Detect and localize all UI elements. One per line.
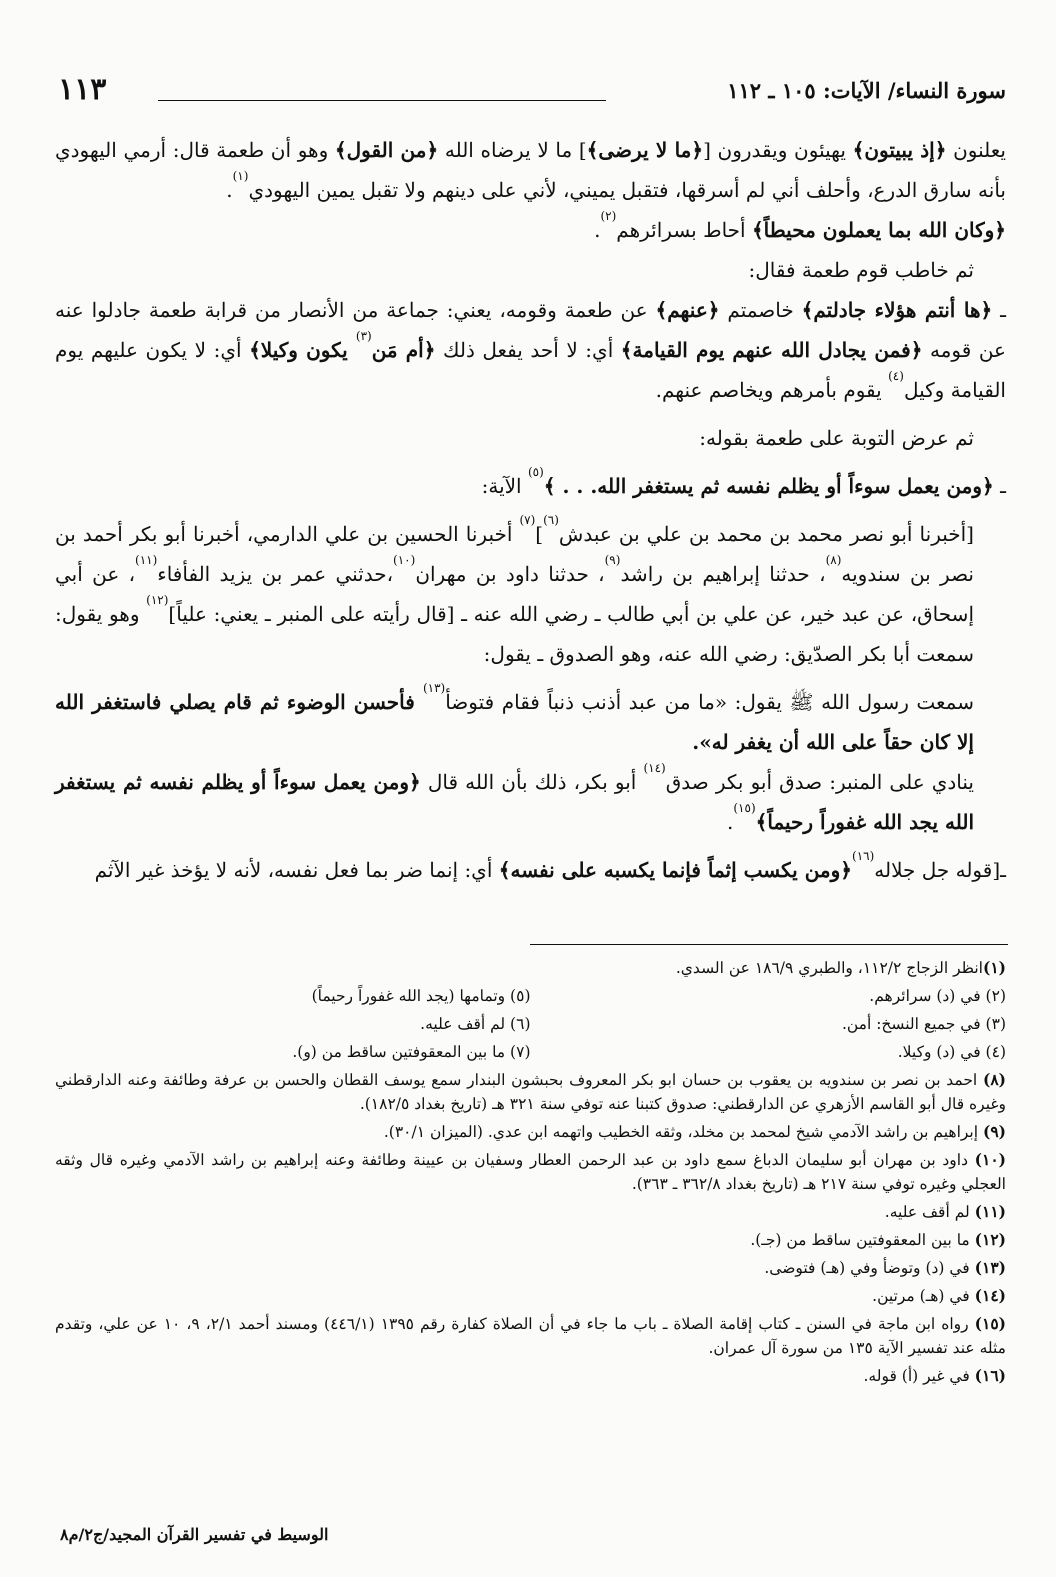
quran-quote: يكون وكيلا﴾ (249, 338, 356, 362)
quran-quote: ﴿من القول﴾ (334, 138, 439, 162)
footnote-14 (55, 1284, 1006, 1308)
text: ، حدثنا إبراهيم بن راشد (620, 562, 826, 586)
paragraph-2 (55, 210, 1006, 250)
footnote-ref: (٧) (519, 513, 536, 527)
footnote-5 (55, 984, 531, 1008)
footnote-number: (٤) (985, 1043, 1006, 1061)
footnote-ref: (٦) (543, 513, 559, 527)
text: ] (535, 522, 544, 546)
text: يقوم بأمرهم ويخاصم عنهم. (655, 378, 889, 402)
footnote-text: في (د) وتوضأ وفي (هـ) فتوضى. (764, 1259, 975, 1277)
footnote-ref: (١٦) (852, 849, 875, 863)
footnote-text: لم أقف عليه. (884, 1203, 975, 1221)
text: أي: لا يكون عليهم يوم القيامة وكيل (55, 338, 1006, 402)
header-rule (158, 100, 606, 101)
quran-quote: ﴿وكان الله بما يعملون محيطاً﴾ (751, 218, 1006, 242)
quran-quote: ﴿أم مَن (371, 338, 436, 362)
footnote-15 (55, 1312, 1006, 1360)
footnote-number: (١٤) (974, 1286, 1006, 1305)
footnote-text: في (هـ) مرتين. (872, 1287, 975, 1305)
text: الآية: (481, 474, 528, 498)
footnote-ref: (٢) (600, 209, 617, 223)
paragraph-3: ثم خاطب قوم طعمة فقال: (748, 258, 974, 282)
footnote-row (55, 1012, 1006, 1036)
text: . (594, 218, 601, 242)
footnote-text: ما بين المعقوفتين ساقط من (و). (292, 1043, 511, 1061)
paragraph-9 (55, 762, 1006, 842)
footnote-9 (55, 1120, 1006, 1144)
footnote-number: (٩) (982, 1122, 1006, 1141)
text: [أخبرنا أبو نصر محمد بن محمد بن علي بن عبدش (558, 522, 974, 546)
footnote-6 (55, 1012, 531, 1036)
footnote-10 (55, 1148, 1006, 1196)
hadith-text: فأحسن الوضوء ثم قام يصلي فاستغفر الله إلا كان حقاً على الله أن يغفر له». (55, 690, 974, 754)
text: ] ما لا يرضاه الله (438, 138, 587, 162)
text: وهو أن طعمة قال: أرمي اليهودي بأنه سارق الدرع، وأحلف أني لم أسرقها، فتقبل يميني، لأني على دينهم ولا تقبل يمين اليهودي (55, 138, 1006, 202)
text: ، حدثنا داود بن مهران (415, 562, 605, 586)
text: أي: لا أحد يفعل ذلك (435, 338, 621, 362)
footnote-number: (١٦) (974, 1366, 1006, 1385)
footnote-2 (531, 984, 1007, 1008)
footnote-number: (٥) (510, 987, 531, 1005)
page-number: ١١٣ (58, 72, 107, 107)
footnote-text: في (د) وكيلا. (897, 1043, 986, 1061)
text: خاصمتم (719, 298, 802, 322)
footnote-text: انظر الزجاج ١١٢/٢، والطبري ١٨٦/٩ عن السدي. (675, 959, 983, 977)
text: وهو يقول: سمعت أبا بكر الصدّيق: رضي الله عنه، وهو الصدوق ـ يقول: (55, 602, 974, 666)
footnote-number: (١٣) (974, 1258, 1006, 1277)
paragraph-10 (55, 850, 1006, 890)
footnote-4 (531, 1040, 1007, 1064)
footnote-text: لم أقف عليه. (420, 1015, 511, 1033)
quran-quote: ﴿ها أنتم هؤلاء جادلتم﴾ (801, 298, 993, 322)
paragraph-1 (55, 130, 1006, 210)
text: أخبرنا الحسين بن علي الدارمي، أخبرنا أبو بكر أحمد بن نصر بن سندويه (55, 522, 974, 586)
footnote-ref: (٣) (355, 329, 372, 343)
quran-quote: ﴿ومن يعمل سوءاً أو يظلم نفسه ثم يستغفر الله. . . ﴾ (543, 474, 994, 498)
footnote-3 (531, 1012, 1007, 1036)
quran-quote: ﴿إذ يبيتون﴾ (852, 138, 947, 162)
footnote-ref: (١٢) (146, 593, 169, 607)
footnote-number: (١٥) (974, 1314, 1006, 1333)
page-footer: الوسيط في تفسير القرآن المجيد/ج٢/م٨ (60, 1525, 329, 1544)
footnote-number: (٢) (985, 987, 1006, 1005)
footnote-text: في غير (أ) قوله. (863, 1367, 975, 1385)
footnote-number: (١٠) (974, 1150, 1006, 1169)
footnote-ref: (١٥) (733, 801, 756, 815)
footnote-ref: (٩) (604, 553, 621, 567)
footnote-text: رواه ابن ماجة في السنن ـ كتاب إقامة الصلاة ـ باب ما جاء في أن الصلاة كفارة رقم ١٣٩٥ (٤٤٦/١) ومسند أحمد ٢/١، ٩، ١٠ عن علي، وتقدم مثله عند تفسير الآية ١٣٥ من سورة آل عمران. (55, 1315, 1006, 1357)
text: يهيئون ويقدرون [ (703, 138, 853, 162)
text: عن طعمة وقومه، يعني: جماعة من الأنصار من قرابة طعمة جادلوا عنه عن قومه (55, 298, 1006, 362)
footnote-number: (٣) (985, 1015, 1006, 1033)
footnote-ref: (٨) (825, 553, 842, 567)
footnote-number: (١٢) (974, 1230, 1006, 1249)
text: . (226, 178, 233, 202)
footnote-number: (١) (982, 958, 1006, 977)
text: ـ (992, 298, 1007, 322)
paragraph-8-hadith (55, 682, 1006, 762)
quran-quote: ﴿ومن يعمل سوءاً أو يظلم نفسه ثم يستغفر الله يجد الله غفوراً رحيماً﴾ (55, 770, 974, 834)
footnote-7 (55, 1040, 531, 1064)
footnote-text: في (د) سرائرهم. (869, 987, 986, 1005)
text: ،حدثني عمر بن يزيد الفأفاء (157, 562, 394, 586)
footnote-text: ما بين المعقوفتين ساقط من (جـ). (750, 1231, 975, 1249)
page-header (58, 72, 1006, 116)
text: يعلنون (946, 138, 1007, 162)
running-title: سورة النساء/ الآيات: ١٠٥ ـ ١١٢ (727, 78, 1006, 103)
footnote-row (55, 984, 1006, 1008)
footnote-12 (55, 1228, 1006, 1252)
footnote-ref: (٥) (527, 465, 544, 479)
paragraph-4 (55, 290, 1006, 410)
quran-quote: ﴿عنهم﴾ (655, 298, 720, 322)
footnote-number: (١١) (974, 1202, 1006, 1221)
text: أحاط بسرائرهم (616, 218, 752, 242)
footnote-number: (٦) (510, 1015, 531, 1033)
footnote-number: (٨) (982, 1070, 1006, 1089)
footnote-ref: (١٤) (643, 761, 666, 775)
footnote-number: (٧) (510, 1043, 531, 1061)
footnote-11 (55, 1200, 1006, 1224)
footnote-1 (55, 956, 1006, 980)
footnote-text: احمد بن نصر بن سندويه بن يعقوب بن حسان ابو بكر المعروف بحبشون البندار سمع يوسف القطان والحسن بن عرفة وطائفة وعنه الدارقطني وغيره قال أبو القاسم الأزهري عن الدارقطني: صدوق كتبنا عنه توفي سنة ٣٢١ هـ (تاريخ بغداد ١٨٢/٥). (55, 1071, 1006, 1113)
text: أي: إنما ضر بما فعل نفسه، لأنه لا يؤخذ غير الآثم (94, 858, 499, 882)
main-text (55, 130, 1006, 890)
quran-quote: ﴿ومن يكسب إثماً فإنما يكسبه على نفسه﴾ (498, 858, 853, 882)
footnote-8 (55, 1068, 1006, 1116)
quran-quote: ﴿ما لا يرضى﴾ (586, 138, 704, 162)
text: . (727, 810, 734, 834)
text: ـ (993, 474, 1006, 498)
footnote-13 (55, 1256, 1006, 1280)
footnote-16 (55, 1364, 1006, 1388)
footnote-text: وتمامها (يجد الله غفوراً رحيماً) (311, 987, 511, 1005)
text: ـ[قوله جل جلاله (874, 858, 1006, 882)
footnote-text: داود بن مهران أبو سليمان الدباغ سمع داود بن عبد الرحمن العطار وسفيان بن عيينة وطائفة وعنه إبراهيم بن راشد الآدمي وغيره قال وثقه العجلي وغيره توفي سنة ٢١٧ هـ (تاريخ بغداد ٣٦٢/٨ ـ ٣٦٣). (55, 1151, 1006, 1193)
footnote-separator (530, 944, 1008, 945)
paragraph-6 (55, 466, 1006, 506)
footnote-ref: (١٣) (422, 681, 446, 695)
paragraph-5: ثم عرض التوبة على طعمة بقوله: (699, 426, 974, 450)
footnotes (55, 956, 1006, 1392)
text: ينادي على المنبر: صدق أبو بكر صدق (665, 770, 974, 794)
quran-quote: ﴿فمن يجادل الله عنهم يوم القيامة﴾ (620, 338, 923, 362)
text: ، عن أبي إسحاق، عن عبد خير، عن علي بن أبي طالب ـ رضي الله عنه ـ [قال رأيته على المنبر ـ يعني: علياً] (55, 562, 974, 626)
footnote-row (55, 1040, 1006, 1064)
footnote-ref: (١٠) (393, 553, 416, 567)
footnote-ref: (٤) (888, 369, 904, 383)
footnote-text: في جميع النسخ: أمن. (841, 1015, 986, 1033)
paragraph-7-isnad (55, 514, 1006, 674)
footnote-ref: (١١) (135, 553, 158, 567)
footnote-text: إبراهيم بن راشد الآدمي شيخ لمحمد بن مخلد، وثقه الخطيب واتهمه ابن عدي. (الميزان ٣٠/١). (383, 1123, 983, 1141)
text: سمعت رسول الله ﷺ يقول: «ما من عبد أذنب ذنباً فقام فتوضأ (445, 690, 974, 714)
footnote-ref: (١) (232, 169, 249, 183)
text: أبو بكر، ذلك بأن الله قال (420, 770, 644, 794)
